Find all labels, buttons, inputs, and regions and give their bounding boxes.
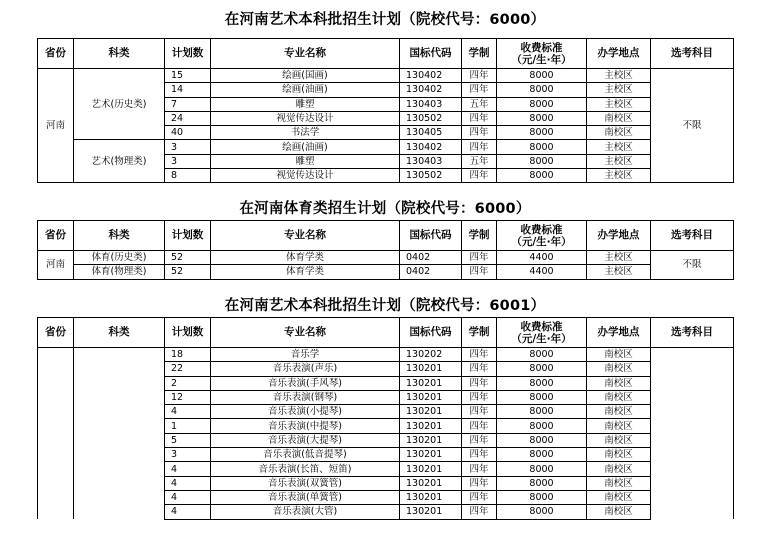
campus-cell: 南校区 xyxy=(587,390,651,404)
duration-cell: 五年 xyxy=(462,154,497,168)
plan-count-cell: 3 xyxy=(165,140,211,154)
code-cell: 130405 xyxy=(400,126,462,140)
code-cell: 130403 xyxy=(400,154,462,168)
category-cell: 艺术(物理类) xyxy=(74,140,165,183)
category-cell: 艺术(历史类) xyxy=(74,69,165,140)
plan-count-cell: 52 xyxy=(165,251,211,265)
table-row xyxy=(38,69,734,83)
table-row xyxy=(38,265,734,279)
campus-cell: 南校区 xyxy=(587,448,651,462)
major-cell: 雕塑 xyxy=(211,154,400,168)
major-cell: 绘画(国画) xyxy=(211,69,400,83)
table-header-row xyxy=(38,221,734,251)
category-cell: 体育(历史类) xyxy=(74,251,165,265)
header-category: 科类 xyxy=(74,39,165,69)
plan-count-cell: 15 xyxy=(165,69,211,83)
fee-cell: 8000 xyxy=(497,69,587,83)
campus-cell: 南校区 xyxy=(587,111,651,125)
table-row xyxy=(38,348,734,362)
plan-count-cell: 3 xyxy=(165,448,211,462)
major-cell: 音乐表演(单簧管) xyxy=(211,490,400,504)
header-elective: 选考科目 xyxy=(651,221,734,251)
header-category: 科类 xyxy=(74,318,165,348)
plan-count-cell: 2 xyxy=(165,376,211,390)
code-cell: 130201 xyxy=(400,362,462,376)
header-code: 国标代码 xyxy=(400,221,462,251)
plan-count-cell: 40 xyxy=(165,126,211,140)
code-cell: 130201 xyxy=(400,505,462,519)
campus-cell: 主校区 xyxy=(587,154,651,168)
plan-count-cell: 22 xyxy=(165,362,211,376)
section1-table xyxy=(37,38,734,183)
duration-cell: 四年 xyxy=(462,251,497,265)
major-cell: 音乐表演(大提琴) xyxy=(211,433,400,447)
header-province: 省份 xyxy=(38,221,74,251)
plan-count-cell: 4 xyxy=(165,405,211,419)
fee-cell: 8000 xyxy=(497,126,587,140)
campus-cell: 南校区 xyxy=(587,348,651,362)
duration-cell: 四年 xyxy=(462,376,497,390)
code-cell: 130502 xyxy=(400,111,462,125)
fee-cell: 8000 xyxy=(497,348,587,362)
duration-cell: 四年 xyxy=(462,362,497,376)
campus-cell: 南校区 xyxy=(587,490,651,504)
fee-cell: 8000 xyxy=(497,476,587,490)
plan-count-cell: 4 xyxy=(165,476,211,490)
campus-cell: 主校区 xyxy=(587,69,651,83)
header-province: 省份 xyxy=(38,39,74,69)
fee-cell: 8000 xyxy=(497,490,587,504)
fee-cell: 4400 xyxy=(497,251,587,265)
duration-cell: 四年 xyxy=(462,462,497,476)
major-cell: 雕塑 xyxy=(211,97,400,111)
fee-cell: 8000 xyxy=(497,362,587,376)
duration-cell: 四年 xyxy=(462,433,497,447)
plan-count-cell: 3 xyxy=(165,154,211,168)
header-campus: 办学地点 xyxy=(587,39,651,69)
campus-cell: 南校区 xyxy=(587,126,651,140)
section1-title: 在河南艺术本科批招生计划（院校代号：6000） xyxy=(224,12,546,28)
duration-cell: 四年 xyxy=(462,126,497,140)
province-cell xyxy=(38,348,74,520)
campus-cell: 主校区 xyxy=(587,265,651,279)
duration-cell: 四年 xyxy=(462,390,497,404)
plan-count-cell: 18 xyxy=(165,348,211,362)
duration-cell: 四年 xyxy=(462,265,497,279)
category-cell: 体育(物理类) xyxy=(74,265,165,279)
plan-count-cell: 8 xyxy=(165,169,211,183)
plan-count-cell: 24 xyxy=(165,111,211,125)
duration-cell: 四年 xyxy=(462,419,497,433)
duration-cell: 四年 xyxy=(462,490,497,504)
province-cell: 河南 xyxy=(38,251,74,280)
fee-cell: 8000 xyxy=(497,448,587,462)
major-cell: 音乐表演(钢琴) xyxy=(211,390,400,404)
fee-cell: 4400 xyxy=(497,265,587,279)
campus-cell: 南校区 xyxy=(587,419,651,433)
code-cell: 130201 xyxy=(400,490,462,504)
fee-cell: 8000 xyxy=(497,111,587,125)
header-fee: 收费标准 （元/生·年） xyxy=(497,221,587,251)
code-cell: 130402 xyxy=(400,69,462,83)
major-cell: 视觉传达设计 xyxy=(211,169,400,183)
fee-cell: 8000 xyxy=(497,169,587,183)
elective-cell: 不限 xyxy=(651,69,734,183)
major-cell: 视觉传达设计 xyxy=(211,111,400,125)
duration-cell: 四年 xyxy=(462,111,497,125)
header-major: 专业名称 xyxy=(211,318,400,348)
code-cell: 130201 xyxy=(400,390,462,404)
header-fee: 收费标准 （元/生·年） xyxy=(497,318,587,348)
header-major: 专业名称 xyxy=(211,221,400,251)
table-row xyxy=(38,140,734,154)
header-duration: 学制 xyxy=(462,39,497,69)
plan-count-cell: 52 xyxy=(165,265,211,279)
major-cell: 音乐表演(小提琴) xyxy=(211,405,400,419)
campus-cell: 南校区 xyxy=(587,362,651,376)
campus-cell: 南校区 xyxy=(587,462,651,476)
major-cell: 音乐学 xyxy=(211,348,400,362)
code-cell: 130201 xyxy=(400,376,462,390)
header-fee: 收费标准 （元/生·年） xyxy=(497,39,587,69)
header-category: 科类 xyxy=(74,221,165,251)
campus-cell: 主校区 xyxy=(587,169,651,183)
code-cell: 130201 xyxy=(400,476,462,490)
duration-cell: 四年 xyxy=(462,140,497,154)
major-cell: 音乐表演(手风琴) xyxy=(211,376,400,390)
category-cell xyxy=(74,348,165,520)
elective-cell: 不限 xyxy=(651,251,734,280)
major-cell: 体育学类 xyxy=(211,265,400,279)
major-cell: 音乐表演(声乐) xyxy=(211,362,400,376)
duration-cell: 四年 xyxy=(462,405,497,419)
plan-count-cell: 5 xyxy=(165,433,211,447)
major-cell: 体育学类 xyxy=(211,251,400,265)
header-code: 国标代码 xyxy=(400,39,462,69)
header-plan-count: 计划数 xyxy=(165,39,211,69)
header-major: 专业名称 xyxy=(211,39,400,69)
section3-table xyxy=(37,317,734,520)
header-campus: 办学地点 xyxy=(587,318,651,348)
code-cell: 130201 xyxy=(400,419,462,433)
header-elective: 选考科目 xyxy=(651,318,734,348)
fee-cell: 8000 xyxy=(497,154,587,168)
campus-cell: 南校区 xyxy=(587,476,651,490)
major-cell: 音乐表演(中提琴) xyxy=(211,419,400,433)
elective-cell xyxy=(651,348,734,520)
duration-cell: 四年 xyxy=(462,83,497,97)
fee-cell: 8000 xyxy=(497,505,587,519)
header-plan-count: 计划数 xyxy=(165,318,211,348)
fee-cell: 8000 xyxy=(497,376,587,390)
fee-cell: 8000 xyxy=(497,97,587,111)
section2-title: 在河南体育类招生计划（院校代号：6000） xyxy=(239,201,531,217)
campus-cell: 主校区 xyxy=(587,97,651,111)
header-duration: 学制 xyxy=(462,221,497,251)
header-province: 省份 xyxy=(38,318,74,348)
header-duration: 学制 xyxy=(462,318,497,348)
duration-cell: 四年 xyxy=(462,476,497,490)
code-cell: 130402 xyxy=(400,83,462,97)
campus-cell: 南校区 xyxy=(587,376,651,390)
major-cell: 音乐表演(大管) xyxy=(211,505,400,519)
duration-cell: 四年 xyxy=(462,69,497,83)
header-elective: 选考科目 xyxy=(651,39,734,69)
code-cell: 0402 xyxy=(400,251,462,265)
major-cell: 音乐表演(长笛、短笛) xyxy=(211,462,400,476)
major-cell: 绘画(油画) xyxy=(211,140,400,154)
duration-cell: 四年 xyxy=(462,169,497,183)
code-cell: 130202 xyxy=(400,348,462,362)
plan-count-cell: 12 xyxy=(165,390,211,404)
header-plan-count: 计划数 xyxy=(165,221,211,251)
code-cell: 130402 xyxy=(400,140,462,154)
duration-cell: 四年 xyxy=(462,348,497,362)
code-cell: 130403 xyxy=(400,97,462,111)
code-cell: 130201 xyxy=(400,433,462,447)
table-header-row xyxy=(38,39,734,69)
code-cell: 0402 xyxy=(400,265,462,279)
fee-cell: 8000 xyxy=(497,83,587,97)
section2-table xyxy=(37,220,734,280)
campus-cell: 主校区 xyxy=(587,251,651,265)
plan-count-cell: 7 xyxy=(165,97,211,111)
code-cell: 130201 xyxy=(400,462,462,476)
code-cell: 130201 xyxy=(400,448,462,462)
code-cell: 130201 xyxy=(400,405,462,419)
fee-cell: 8000 xyxy=(497,390,587,404)
major-cell: 绘画(油画) xyxy=(211,83,400,97)
campus-cell: 主校区 xyxy=(587,140,651,154)
campus-cell: 主校区 xyxy=(587,83,651,97)
major-cell: 书法学 xyxy=(211,126,400,140)
table-row xyxy=(38,251,734,265)
header-campus: 办学地点 xyxy=(587,221,651,251)
major-cell: 音乐表演(低音提琴) xyxy=(211,448,400,462)
duration-cell: 五年 xyxy=(462,97,497,111)
fee-cell: 8000 xyxy=(497,433,587,447)
plan-count-cell: 4 xyxy=(165,462,211,476)
campus-cell: 南校区 xyxy=(587,405,651,419)
province-cell: 河南 xyxy=(38,69,74,183)
major-cell: 音乐表演(双簧管) xyxy=(211,476,400,490)
table-header-row xyxy=(38,318,734,348)
code-cell: 130502 xyxy=(400,169,462,183)
fee-cell: 8000 xyxy=(497,405,587,419)
campus-cell: 南校区 xyxy=(587,505,651,519)
duration-cell: 四年 xyxy=(462,505,497,519)
fee-cell: 8000 xyxy=(497,140,587,154)
campus-cell: 南校区 xyxy=(587,433,651,447)
plan-count-cell: 1 xyxy=(165,419,211,433)
plan-count-cell: 4 xyxy=(165,505,211,519)
duration-cell: 四年 xyxy=(462,448,497,462)
fee-cell: 8000 xyxy=(497,462,587,476)
plan-count-cell: 14 xyxy=(165,83,211,97)
fee-cell: 8000 xyxy=(497,419,587,433)
header-code: 国标代码 xyxy=(400,318,462,348)
section3-title: 在河南艺术本科批招生计划（院校代号：6001） xyxy=(224,298,546,314)
plan-count-cell: 4 xyxy=(165,490,211,504)
